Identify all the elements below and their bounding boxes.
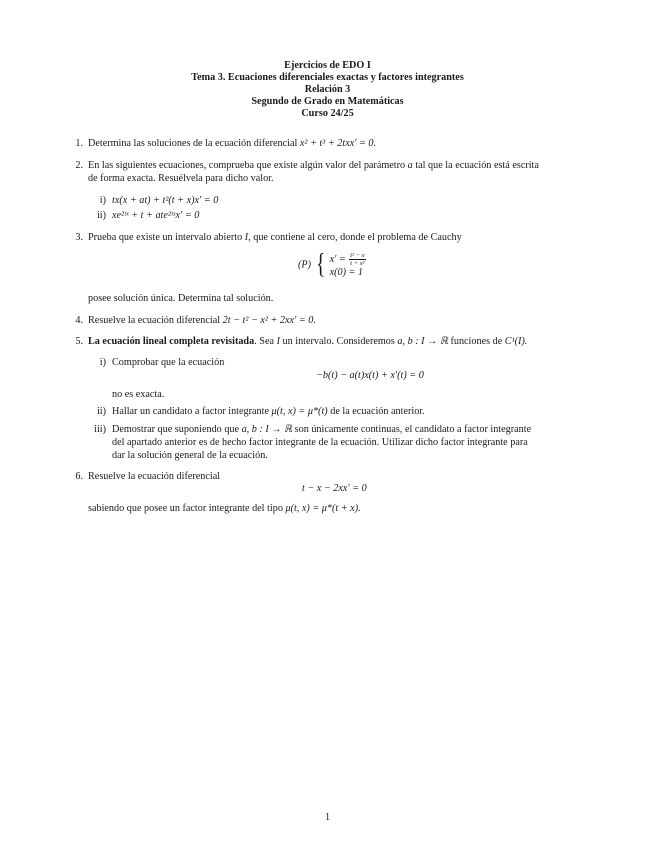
exercise-2-statement-b: tal que la ecuación está escrita — [415, 160, 539, 171]
exercise-2-item-i-equation: tx(x + at) + t²(t + x)x′ = 0 — [112, 195, 219, 206]
exercise-6-number: 6. — [75, 471, 83, 482]
exercise-1-text — [88, 137, 376, 150]
exercise-5-interval: I — [276, 336, 280, 347]
exercise-3-statement-b: , que contiene al cero, donde el problema de Cauchy — [248, 232, 462, 243]
exercise-5-text-a: . Sea — [254, 336, 275, 347]
exercise-3-statement-a: Prueba que existe un intervalo abierto — [88, 232, 243, 243]
cauchy-problem — [298, 249, 366, 280]
exercise-6-statement: sabiendo que posee un factor integrante del tipo — [88, 503, 283, 514]
exercise-2-item-i-label: i) — [99, 195, 106, 206]
exercise-5-text-c: funciones de — [450, 336, 503, 347]
page-number: 1 — [324, 812, 331, 823]
exercise-5-line-1 — [88, 335, 527, 348]
left-brace-icon: { — [315, 249, 325, 280]
exercise-1-statement: Determina las soluciones de la ecuación diferencial — [88, 138, 298, 149]
exercise-2-line-2: de forma exacta. Resuélvela para dicho valor. — [88, 173, 274, 184]
exercise-5-item-iii-functions: a, b : I → ℝ — [241, 424, 293, 435]
exercise-5-item-iii-text-a: Demostrar que suponiendo que — [112, 424, 240, 435]
exercise-5-item-ii-text-a: Hallar un candidato a factor integrante — [112, 406, 269, 417]
cauchy-numerator: t² − x — [350, 252, 365, 259]
document-header — [0, 60, 655, 120]
exercise-6-equation: t − x − 2xx′ = 0 — [302, 483, 367, 494]
exercise-1-number: 1. — [75, 138, 83, 149]
exercise-5-text-b: un intervalo. Consideremos — [282, 336, 395, 347]
exercise-5-item-iii-text-b: son únicamente continuas, el candidato a factor integrante — [294, 424, 532, 435]
exercise-5-item-ii-text-b: de la ecuación anterior. — [330, 406, 425, 417]
exercise-5-functions: a, b : I → ℝ — [397, 336, 448, 347]
exercise-1-equation: x² + t³ + 2txx′ = 0. — [299, 138, 377, 149]
exercise-6-line-2 — [88, 502, 361, 515]
exercise-4-statement: Resuelve la ecuación diferencial — [88, 315, 221, 326]
exercise-3-line-2: posee solución única. Determina tal solución. — [88, 293, 274, 304]
exercise-5-item-iii-label: iii) — [94, 424, 106, 435]
exercise-4-number: 4. — [75, 315, 83, 326]
exercise-5-item-i-conclusion: no es exacta. — [112, 389, 165, 400]
exercise-4-equation: 2t − t² − x² + 2xx′ = 0. — [222, 315, 316, 326]
exercise-5-item-ii-label: ii) — [96, 406, 106, 417]
cauchy-lhs: x′ = — [329, 253, 346, 265]
exercise-5-number: 5. — [75, 336, 83, 347]
exercise-5-item-ii-text — [112, 405, 425, 418]
cauchy-fraction — [349, 252, 365, 267]
exercise-2-item-ii-label: ii) — [96, 210, 106, 221]
cauchy-denominator: t + x² — [350, 260, 365, 267]
header-degree: Segundo de Grado en Matemáticas — [251, 96, 404, 107]
exercise-2-line-1 — [88, 159, 539, 172]
exercise-5-title: La ecuación lineal completa revisitada — [88, 336, 255, 347]
exercise-2-number: 2. — [75, 160, 83, 171]
exercise-5-equation: −b(t) − a(t)x(t) + x′(t) = 0 — [316, 370, 424, 381]
exercise-5-item-iii-line-1 — [112, 423, 531, 436]
exercise-5-item-ii-mu: μ(t, x) = μ*(t) — [271, 406, 328, 417]
cauchy-system — [330, 252, 366, 278]
exercise-3-line-1 — [88, 231, 462, 244]
exercise-6-factor: μ(t, x) = μ*(t + x). — [285, 503, 361, 514]
header-title: Ejercicios de EDO I — [284, 60, 371, 71]
exercise-3-interval: I — [244, 232, 249, 243]
cauchy-equation — [330, 252, 366, 267]
exercise-5-item-iii-line-3: dar la solución general de la ecuación. — [112, 450, 268, 461]
exercise-5-item-i-label: i) — [99, 357, 106, 368]
header-course: Curso 24/25 — [301, 108, 354, 119]
exercise-4-text — [88, 314, 316, 327]
exercise-2-statement-a: En las siguientes ecuaciones, comprueba que existe algún valor del parámetro — [88, 160, 406, 171]
exercise-5-class: C¹(I). — [504, 336, 528, 347]
exercise-2-item-ii-equation: xe²ᵗˣ + t + ate²ᵗˣx′ = 0 — [112, 210, 200, 221]
header-relation: Relación 3 — [304, 84, 351, 95]
cauchy-label: (P) — [298, 259, 312, 271]
exercise-6-text: Resuelve la ecuación diferencial — [88, 471, 221, 482]
exercise-3-number: 3. — [75, 232, 83, 243]
exercise-5-item-i-text: Comprobar que la ecuación — [112, 357, 225, 368]
header-topic: Tema 3. Ecuaciones diferenciales exactas y factores integrantes — [191, 72, 464, 83]
cauchy-initial-condition: x(0) = 1 — [329, 267, 364, 278]
exercise-5-item-iii-line-2: del apartado anterior es de hecho factor integrante de la ecuación. Utilizar dicho factor integrante para — [112, 437, 528, 448]
exercise-2-parameter: a — [407, 160, 413, 171]
